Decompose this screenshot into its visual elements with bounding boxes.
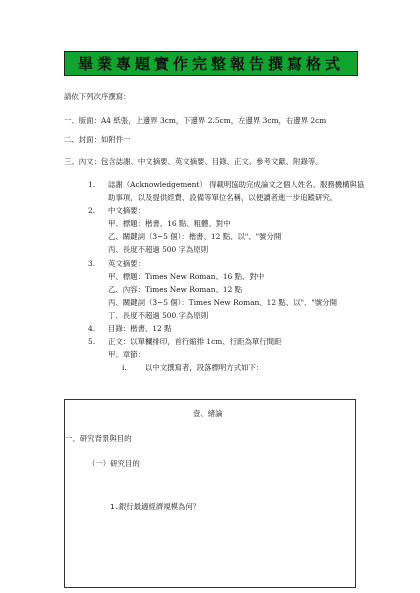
item-content: 三、內文：包含誌謝、中文摘要、英文摘要、目錄、正文、參考文獻、附錄等。 xyxy=(64,157,323,166)
sub2-number: 2. xyxy=(88,206,96,215)
sub1-number: 1. xyxy=(88,180,96,189)
chinese-abstract-title-rule: 甲、標題：楷書、16 點、粗體、對中 xyxy=(108,219,231,228)
acknowledgement-line-2: 助事項，以及提供經費、設備等單位名稱，以便讀者進一步追蹤研究。 xyxy=(108,193,338,202)
item-layout: 一、版面：A4 紙張，上邊界 3cm，下邊界 2.5cm，左邊界 3cm，右邊界 2cm xyxy=(64,116,327,125)
english-abstract-title-rule: 甲、標題：Times New Roman、16 點、對中 xyxy=(108,272,265,281)
chinese-abstract-heading: 中文摘要： xyxy=(108,206,145,215)
example-subsection: （一）研究目的 xyxy=(88,459,140,468)
english-abstract-keywords-rule: 丙、關鍵詞（3~5 個）：Times New Roman、12 點、以"、"號分開 xyxy=(108,298,337,307)
document-title: 畢業專題實作完整報告撰寫格式 xyxy=(64,51,358,76)
example-chapter: 壹、緒論 xyxy=(193,409,223,418)
sub5-number: 5. xyxy=(88,337,96,346)
chinese-abstract-keywords-rule: 乙、關鍵詞（3~5 個）：楷書、12 點、以"、"號分開 xyxy=(108,232,282,241)
english-abstract-length-rule: 丁、長度不超過 500 字為原則 xyxy=(108,311,209,320)
english-abstract-heading: 英文摘要： xyxy=(108,259,145,268)
chinese-abstract-length-rule: 丙、長度不超過 500 字為原則 xyxy=(108,245,209,254)
english-abstract-content-rule: 乙、內容：Times New Roman、12 點 xyxy=(108,285,243,294)
sub3-number: 3. xyxy=(88,259,96,268)
item-cover: 二、封面：如附件一 xyxy=(64,135,131,144)
acknowledgement-line-1: 誌謝（Acknowledgement） 得載明協助完成論文之個人姓名、服務機構與協 xyxy=(108,180,365,189)
paragraph-marking-rule: 以中文撰寫者，段落標明方式如下： xyxy=(145,363,264,372)
intro-text: 請依下列次序撰寫： xyxy=(64,92,131,101)
example-item: 1.銀行最適經濟規模為何？ xyxy=(110,502,201,511)
example-section: 一、研究背景與目的 xyxy=(65,434,132,443)
toc-rule: 目錄：楷書、12 點 xyxy=(108,324,172,333)
roman-i-number: i. xyxy=(122,363,127,372)
body-text-rule: 正文：以單欄排印，首行縮排 1cm、行距為單行間距 xyxy=(108,337,282,346)
chapter-heading-label: 甲、章節： xyxy=(108,350,145,359)
sub4-number: 4. xyxy=(88,324,96,333)
example-format-box xyxy=(64,399,356,588)
